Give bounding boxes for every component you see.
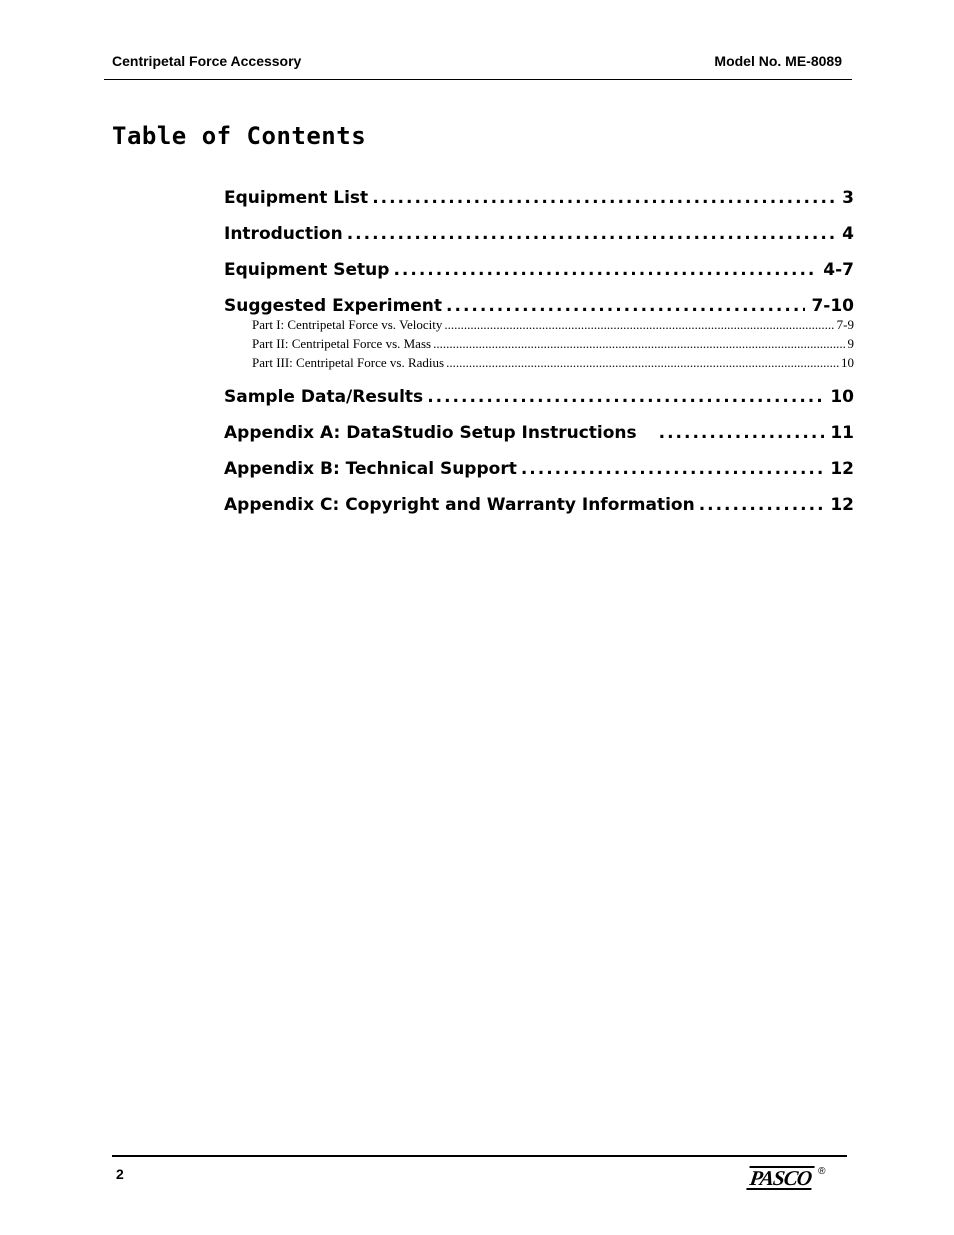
toc-entry-appendix-c[interactable] bbox=[224, 495, 854, 515]
toc-subentry-part-1[interactable] bbox=[252, 317, 854, 333]
toc-entry-label: Equipment List bbox=[224, 188, 369, 208]
toc-leader-dots bbox=[433, 336, 845, 352]
toc-leader-dots bbox=[427, 387, 824, 407]
header-manual-title: Centripetal Force Accessory bbox=[112, 53, 302, 69]
toc-leader-dots bbox=[446, 355, 839, 371]
page-header bbox=[104, 50, 852, 80]
toc-entry-label: Suggested Experiment bbox=[224, 296, 443, 316]
toc-entry-introduction[interactable] bbox=[224, 224, 854, 244]
toc-entry-page: 4 bbox=[842, 224, 854, 244]
toc-leader-dots bbox=[372, 188, 836, 208]
toc-subentry-page: 7-9 bbox=[836, 317, 854, 332]
registered-mark: ® bbox=[818, 1166, 826, 1177]
pasco-logo bbox=[748, 1166, 826, 1190]
toc-entry-label: Appendix A: DataStudio Setup Instructions bbox=[224, 423, 637, 443]
toc-leader-dots bbox=[659, 423, 825, 443]
toc-entry-page: 7-10 bbox=[811, 296, 854, 316]
toc-leader-dots bbox=[393, 260, 817, 280]
toc-leader-dots bbox=[347, 224, 836, 244]
toc-subentry-page: 9 bbox=[847, 336, 854, 351]
toc-entry-appendix-a[interactable] bbox=[224, 423, 854, 443]
toc-entry-sample-data[interactable] bbox=[224, 387, 854, 407]
toc-entry-label: Sample Data/Results bbox=[224, 387, 424, 407]
toc-subentry-part-2[interactable] bbox=[252, 336, 854, 352]
toc-entry-label: Introduction bbox=[224, 224, 343, 244]
toc-entry-equipment-list[interactable] bbox=[224, 188, 854, 208]
toc-subentry-page: 10 bbox=[841, 355, 854, 370]
toc-leader-dots bbox=[699, 495, 825, 515]
toc-entry-page: 12 bbox=[830, 459, 854, 479]
toc-subentry-part-3[interactable] bbox=[252, 355, 854, 371]
toc-entry-suggested-experiment[interactable] bbox=[224, 296, 854, 316]
toc-subentry-label: Part I: Centripetal Force vs. Velocity bbox=[252, 317, 443, 332]
toc-entry-page: 4-7 bbox=[823, 260, 854, 280]
toc-entry-page: 3 bbox=[842, 188, 854, 208]
toc-entry-page: 11 bbox=[830, 423, 854, 443]
toc-leader-dots bbox=[446, 296, 805, 316]
toc-leader-dots bbox=[444, 317, 834, 333]
toc-entry-equipment-setup[interactable] bbox=[224, 260, 854, 280]
page-title: Table of Contents bbox=[112, 122, 367, 150]
toc-entry-label: Equipment Setup bbox=[224, 260, 390, 280]
table-of-contents bbox=[224, 188, 854, 515]
toc-entry-label: Appendix C: Copyright and Warranty Information bbox=[224, 495, 695, 515]
toc-entry-page: 10 bbox=[830, 387, 854, 407]
page-number: 2 bbox=[116, 1166, 124, 1182]
toc-entry-page: 12 bbox=[830, 495, 854, 515]
toc-subentry-label: Part III: Centripetal Force vs. Radius bbox=[252, 355, 445, 370]
pasco-logo-mark: PASCO bbox=[748, 1166, 813, 1190]
toc-leader-dots bbox=[521, 459, 825, 479]
toc-entry-appendix-b[interactable] bbox=[224, 459, 854, 479]
header-model-number: Model No. ME-8089 bbox=[714, 53, 842, 69]
toc-entry-label: Appendix B: Technical Support bbox=[224, 459, 517, 479]
footer-divider bbox=[112, 1155, 847, 1157]
toc-subentry-label: Part II: Centripetal Force vs. Mass bbox=[252, 336, 432, 351]
